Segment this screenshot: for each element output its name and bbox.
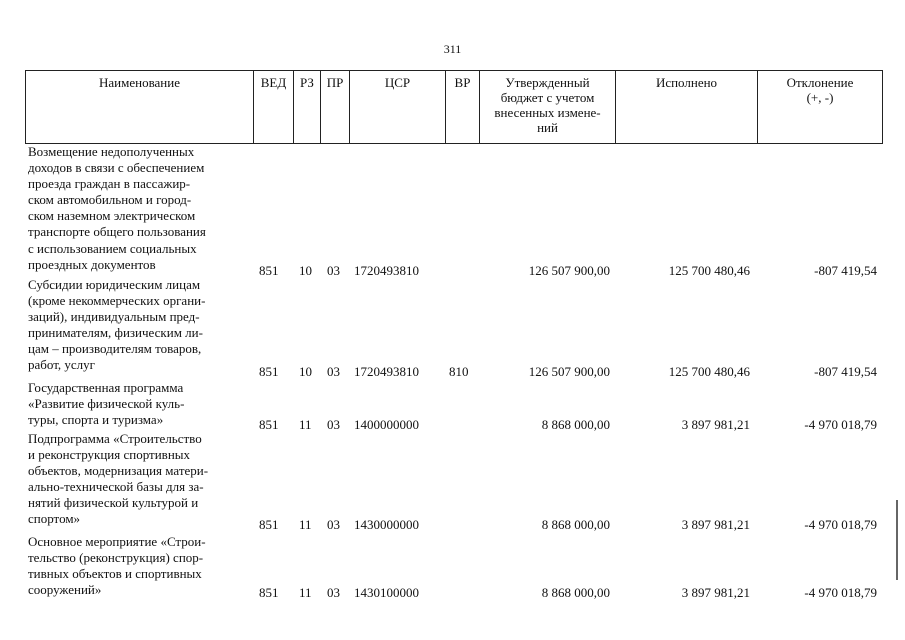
header-pr: ПР: [320, 71, 349, 143]
header-deviation-line: (+, -): [806, 90, 834, 105]
row-name-line: ском наземном электрическом: [28, 208, 196, 224]
row-csr: 1400000000: [354, 417, 419, 432]
header-approved: [479, 71, 615, 143]
row-name: [28, 277, 237, 374]
row-pr: 03: [327, 517, 340, 532]
header-csr: ЦСР: [349, 71, 445, 143]
row-done: 3 897 981,21: [681, 585, 750, 600]
row-name-line: принимателям, физическим ли-: [28, 325, 203, 341]
row-pr: 03: [327, 585, 340, 600]
header-approved-line: внесенных измене-: [494, 105, 601, 120]
row-approved: 126 507 900,00: [528, 263, 610, 278]
row-rz: 11: [299, 517, 312, 532]
row-pr: 03: [327, 364, 340, 379]
header-ved: ВЕД: [253, 71, 293, 143]
row-name-line: заций), индивидуальным пред-: [28, 309, 200, 325]
header-approved-line: бюджет с учетом: [500, 90, 595, 105]
row-name-line: Субсидии юридическим лицам: [28, 277, 201, 292]
page-number: 311: [443, 42, 462, 56]
row-ved: 851: [259, 263, 279, 278]
row-vr: 810: [449, 364, 469, 379]
row-name-line: Основное мероприятие «Строи-: [28, 534, 206, 549]
row-name-line: Государственная программа: [28, 380, 184, 395]
row-rz: 10: [299, 263, 312, 278]
row-name: [28, 380, 237, 428]
row-rz: 11: [299, 585, 312, 600]
header-vr: ВР: [445, 71, 479, 143]
row-name-line: Подпрограмма «Строительство: [28, 431, 202, 446]
row-name-line: транспорте общего пользования: [28, 224, 206, 240]
row-name-line: туры, спорта и туризма»: [28, 412, 164, 428]
row-name: [28, 144, 237, 273]
row-done: 3 897 981,21: [681, 417, 750, 432]
row-approved: 126 507 900,00: [528, 364, 610, 379]
row-deviation: -807 419,54: [814, 364, 877, 379]
row-rz: 11: [299, 417, 312, 432]
header-deviation: [757, 71, 883, 143]
row-rz: 10: [299, 364, 312, 379]
row-name: [28, 431, 237, 528]
row-ved: 851: [259, 585, 279, 600]
row-deviation: -4 970 018,79: [804, 517, 877, 532]
header-approved-line: ний: [537, 120, 558, 135]
row-name-line: с использованием социальных: [28, 240, 197, 256]
header-name: Наименование: [25, 71, 253, 143]
row-name-line: тивных объектов и спортивных: [28, 566, 202, 582]
row-pr: 03: [327, 417, 340, 432]
page-edge-mark: [896, 500, 898, 580]
row-ved: 851: [259, 517, 279, 532]
row-name-line: нятий физической культурой и: [28, 495, 199, 511]
row-name-line: работ, услуг: [28, 357, 96, 373]
row-deviation: -807 419,54: [814, 263, 877, 278]
row-name-line: (кроме некоммерческих органи-: [28, 293, 206, 309]
row-name-line: спортом»: [28, 511, 81, 527]
row-name-line: Возмещение недополученных: [28, 144, 195, 159]
row-name-line: проезда граждан в пассажир-: [28, 176, 191, 192]
row-done: 3 897 981,21: [681, 517, 750, 532]
row-name-line: доходов в связи с обеспечением: [28, 160, 205, 176]
row-done: 125 700 480,46: [668, 263, 750, 278]
header-rz: РЗ: [293, 71, 320, 143]
row-name-line: цам – производителям товаров,: [28, 341, 202, 357]
row-csr: 1430000000: [354, 517, 419, 532]
row-csr: 1720493810: [354, 263, 419, 278]
row-ved: 851: [259, 417, 279, 432]
row-name-line: сооружений»: [28, 582, 102, 598]
header-approved-line: Утвержденный: [505, 75, 590, 90]
row-name-line: проездных документов: [28, 256, 156, 272]
row-approved: 8 868 000,00: [541, 517, 610, 532]
row-name-line: и реконструкция спортивных: [28, 447, 191, 463]
row-name-line: «Развитие физической куль-: [28, 396, 185, 412]
row-name-line: объектов, модернизация матери-: [28, 463, 209, 479]
row-approved: 8 868 000,00: [541, 585, 610, 600]
header-deviation-line: Отклонение: [786, 75, 854, 90]
row-ved: 851: [259, 364, 279, 379]
row-deviation: -4 970 018,79: [804, 585, 877, 600]
row-approved: 8 868 000,00: [541, 417, 610, 432]
row-pr: 03: [327, 263, 340, 278]
row-name-line: тельство (реконструкция) спор-: [28, 550, 204, 566]
row-deviation: -4 970 018,79: [804, 417, 877, 432]
row-csr: 1430100000: [354, 585, 419, 600]
row-name-line: ально-технической базы для за-: [28, 479, 204, 495]
budget-table: [25, 70, 883, 600]
row-csr: 1720493810: [354, 364, 419, 379]
row-name: [28, 534, 237, 598]
table-header: [25, 70, 883, 144]
row-name-line: ском автомобильном и город-: [28, 192, 192, 208]
header-done: Исполнено: [615, 71, 757, 143]
row-done: 125 700 480,46: [668, 364, 750, 379]
